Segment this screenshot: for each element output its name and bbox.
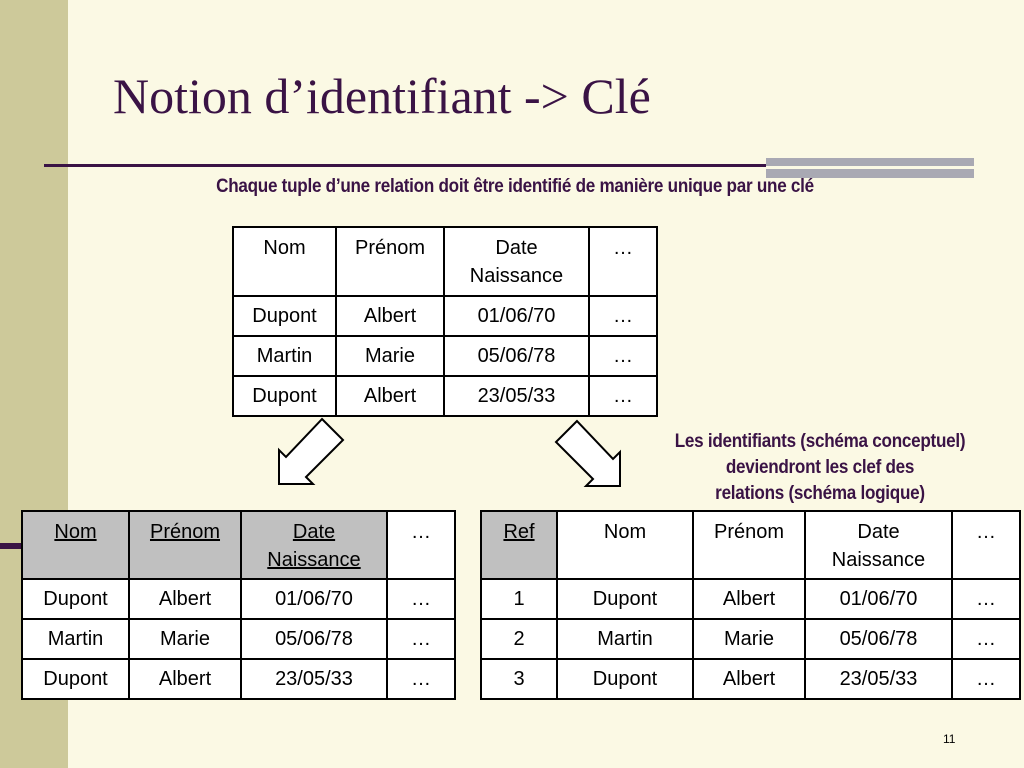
- cell: 23/05/33: [444, 376, 589, 416]
- table-header-row: [22, 511, 455, 579]
- header-prenom-key: Prénom: [129, 511, 241, 579]
- cell: Martin: [557, 619, 693, 659]
- cell: 23/05/33: [805, 659, 952, 699]
- cell: Albert: [336, 376, 444, 416]
- cell: 01/06/70: [805, 579, 952, 619]
- cell: 1: [481, 579, 557, 619]
- cell: …: [589, 376, 657, 416]
- note-line: relations (schéma logique): [715, 483, 925, 504]
- header-date-naissance-key: Date Naissance: [241, 511, 387, 579]
- cell: Martin: [22, 619, 129, 659]
- header-date-naissance: Date Naissance: [444, 227, 589, 296]
- header-prenom: Prénom: [693, 511, 805, 579]
- cell: Dupont: [233, 296, 336, 336]
- page-number: 11: [943, 732, 956, 746]
- cell: Dupont: [22, 579, 129, 619]
- note-line: deviendront les clef des: [725, 457, 915, 478]
- cell: Dupont: [233, 376, 336, 416]
- header-nom: Nom: [233, 227, 336, 296]
- cell: Marie: [693, 619, 805, 659]
- header-nom: Nom: [557, 511, 693, 579]
- cell: 05/06/78: [444, 336, 589, 376]
- table-left: [21, 510, 456, 700]
- cell: Marie: [129, 619, 241, 659]
- cell: Dupont: [22, 659, 129, 699]
- cell: …: [387, 659, 455, 699]
- table-row: [481, 619, 1020, 659]
- table-row: [481, 659, 1020, 699]
- header-date-naissance: Date Naissance: [805, 511, 952, 579]
- cell: Albert: [336, 296, 444, 336]
- slide-subtitle: Chaque tuple d’une relation doit être identifié de manière unique par une clé: [216, 176, 814, 197]
- cell: …: [589, 296, 657, 336]
- cell: 3: [481, 659, 557, 699]
- cell: 23/05/33: [241, 659, 387, 699]
- table-row: [481, 579, 1020, 619]
- table-row: [22, 659, 455, 699]
- cell: …: [387, 619, 455, 659]
- cell: Albert: [693, 659, 805, 699]
- cell: …: [952, 579, 1020, 619]
- cell: 05/06/78: [241, 619, 387, 659]
- table-row: [22, 579, 455, 619]
- cell: …: [387, 579, 455, 619]
- table-row: [22, 619, 455, 659]
- cell: Marie: [336, 336, 444, 376]
- header-ref-key: Ref: [481, 511, 557, 579]
- cell: 01/06/70: [241, 579, 387, 619]
- header-nom-key: Nom: [22, 511, 129, 579]
- arrow-down-left-icon: [279, 419, 343, 484]
- header-more: …: [387, 511, 455, 579]
- cell: Albert: [693, 579, 805, 619]
- note-line: Les identifiants (schéma conceptuel): [674, 431, 966, 452]
- arrow-down-right-icon: [556, 421, 620, 486]
- table-header-row: [481, 511, 1020, 579]
- cell: Albert: [129, 659, 241, 699]
- cell: Dupont: [557, 579, 693, 619]
- header-prenom: Prénom: [336, 227, 444, 296]
- slide-title: Notion d’identifiant -> Clé: [113, 68, 651, 124]
- table-right: [480, 510, 1021, 700]
- header-more: …: [952, 511, 1020, 579]
- cell: …: [952, 619, 1020, 659]
- cell: 2: [481, 619, 557, 659]
- note-text: [640, 429, 1000, 507]
- cell: 05/06/78: [805, 619, 952, 659]
- header-more: …: [589, 227, 657, 296]
- cell: Dupont: [557, 659, 693, 699]
- cell: …: [589, 336, 657, 376]
- cell: 01/06/70: [444, 296, 589, 336]
- cell: Albert: [129, 579, 241, 619]
- cell: …: [952, 659, 1020, 699]
- cell: Martin: [233, 336, 336, 376]
